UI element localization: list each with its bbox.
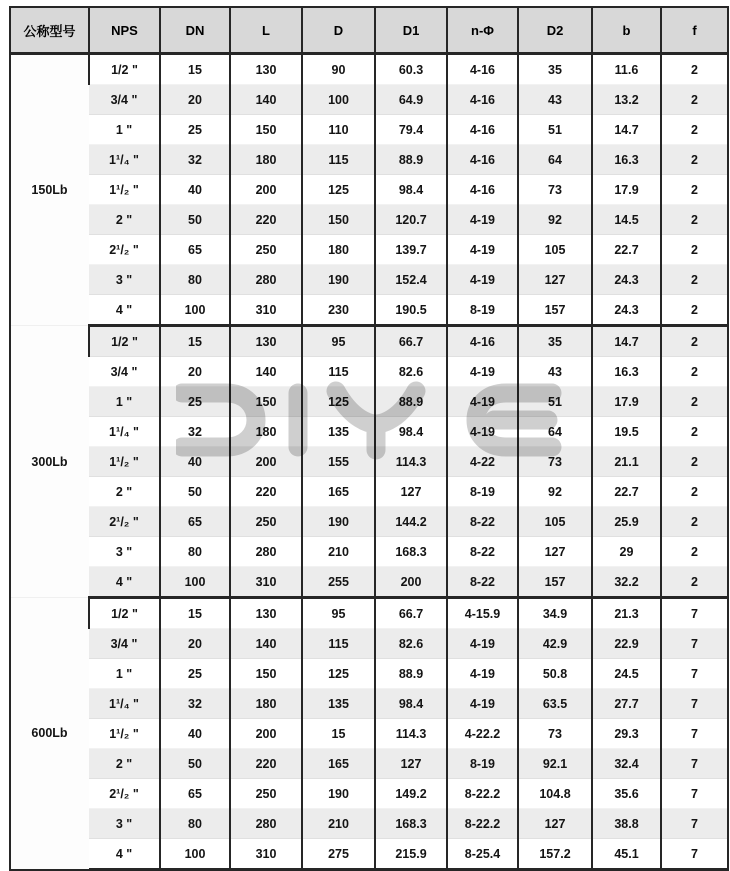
cell: 139.7	[375, 235, 447, 265]
cell: 250	[230, 779, 302, 809]
cell: 1/2 "	[89, 598, 160, 629]
cell: 4-19	[447, 417, 518, 447]
cell: 190	[302, 265, 375, 295]
cell: 255	[302, 567, 375, 598]
table-row	[10, 54, 728, 85]
cell: 190	[302, 779, 375, 809]
cell: 22.9	[592, 629, 661, 659]
cell: 4 "	[89, 295, 160, 326]
cell: 150	[230, 115, 302, 145]
cell: 104.8	[518, 779, 592, 809]
cell: 2	[661, 477, 728, 507]
cell: 100	[160, 567, 230, 598]
cell: 4-19	[447, 659, 518, 689]
cell: 280	[230, 537, 302, 567]
cell: 20	[160, 85, 230, 115]
cell: 60.3	[375, 54, 447, 85]
cell: 3/4 "	[89, 357, 160, 387]
table-row	[10, 809, 728, 839]
cell: 66.7	[375, 598, 447, 629]
cell: 95	[302, 326, 375, 357]
cell: 7	[661, 659, 728, 689]
cell: 73	[518, 447, 592, 477]
flange-spec-table	[9, 6, 729, 871]
column-header-n-φ: n-Φ	[447, 7, 518, 54]
cell: 157	[518, 295, 592, 326]
cell: 180	[302, 235, 375, 265]
cell: 98.4	[375, 689, 447, 719]
cell: 2	[661, 387, 728, 417]
cell: 135	[302, 417, 375, 447]
cell: 38.8	[592, 809, 661, 839]
cell: 310	[230, 295, 302, 326]
cell: 1/2 "	[89, 54, 160, 85]
cell: 130	[230, 598, 302, 629]
cell: 2	[661, 567, 728, 598]
cell: 115	[302, 629, 375, 659]
cell: 200	[230, 719, 302, 749]
table-row	[10, 175, 728, 205]
cell: 4-19	[447, 235, 518, 265]
cell: 35.6	[592, 779, 661, 809]
cell: 8-19	[447, 295, 518, 326]
cell: 88.9	[375, 659, 447, 689]
cell: 3 "	[89, 537, 160, 567]
cell: 4-16	[447, 326, 518, 357]
cell: 100	[302, 85, 375, 115]
cell: 2	[661, 145, 728, 175]
cell: 15	[160, 598, 230, 629]
cell: 22.7	[592, 235, 661, 265]
cell: 180	[230, 689, 302, 719]
table-row	[10, 387, 728, 417]
cell: 1¹/₄ "	[89, 689, 160, 719]
cell: 310	[230, 567, 302, 598]
cell: 127	[518, 809, 592, 839]
cell: 25.9	[592, 507, 661, 537]
cell: 120.7	[375, 205, 447, 235]
cell: 11.6	[592, 54, 661, 85]
cell: 16.3	[592, 357, 661, 387]
cell: 21.3	[592, 598, 661, 629]
column-header-dn: DN	[160, 7, 230, 54]
table-body	[10, 54, 728, 870]
cell: 140	[230, 85, 302, 115]
cell: 32	[160, 689, 230, 719]
cell: 8-22	[447, 507, 518, 537]
column-header-f: f	[661, 7, 728, 54]
cell: 16.3	[592, 145, 661, 175]
cell: 157.2	[518, 839, 592, 870]
table-row	[10, 689, 728, 719]
cell: 8-19	[447, 477, 518, 507]
cell: 4-19	[447, 629, 518, 659]
cell: 168.3	[375, 537, 447, 567]
cell: 22.7	[592, 477, 661, 507]
table-row	[10, 659, 728, 689]
cell: 7	[661, 719, 728, 749]
cell: 4-19	[447, 387, 518, 417]
cell: 2¹/₂ "	[89, 507, 160, 537]
cell: 7	[661, 689, 728, 719]
column-header-b: b	[592, 7, 661, 54]
cell: 64.9	[375, 85, 447, 115]
cell: 43	[518, 85, 592, 115]
cell: 1¹/₂ "	[89, 175, 160, 205]
cell: 152.4	[375, 265, 447, 295]
cell: 73	[518, 719, 592, 749]
cell: 250	[230, 235, 302, 265]
cell: 14.5	[592, 205, 661, 235]
cell: 13.2	[592, 85, 661, 115]
cell: 65	[160, 779, 230, 809]
cell: 210	[302, 809, 375, 839]
cell: 35	[518, 54, 592, 85]
cell: 230	[302, 295, 375, 326]
cell: 51	[518, 387, 592, 417]
cell: 29	[592, 537, 661, 567]
cell: 1 "	[89, 659, 160, 689]
cell: 92	[518, 477, 592, 507]
table-row	[10, 537, 728, 567]
cell: 149.2	[375, 779, 447, 809]
cell: 125	[302, 659, 375, 689]
cell: 8-22	[447, 567, 518, 598]
cell: 4 "	[89, 567, 160, 598]
cell: 88.9	[375, 387, 447, 417]
cell: 280	[230, 809, 302, 839]
cell: 140	[230, 629, 302, 659]
cell: 2	[661, 357, 728, 387]
table-row	[10, 205, 728, 235]
cell: 115	[302, 145, 375, 175]
cell: 125	[302, 175, 375, 205]
cell: 114.3	[375, 719, 447, 749]
cell: 165	[302, 477, 375, 507]
cell: 1¹/₂ "	[89, 719, 160, 749]
cell: 3 "	[89, 265, 160, 295]
group-label: 300Lb	[10, 326, 89, 598]
cell: 140	[230, 357, 302, 387]
cell: 7	[661, 629, 728, 659]
cell: 64	[518, 145, 592, 175]
cell: 2	[661, 115, 728, 145]
cell: 2	[661, 54, 728, 85]
cell: 105	[518, 235, 592, 265]
cell: 24.3	[592, 265, 661, 295]
cell: 2	[661, 507, 728, 537]
cell: 79.4	[375, 115, 447, 145]
table-row	[10, 326, 728, 357]
cell: 1¹/₂ "	[89, 447, 160, 477]
cell: 7	[661, 839, 728, 870]
cell: 144.2	[375, 507, 447, 537]
table-row	[10, 85, 728, 115]
cell: 7	[661, 749, 728, 779]
cell: 4-19	[447, 265, 518, 295]
cell: 127	[375, 749, 447, 779]
cell: 25	[160, 659, 230, 689]
table-row	[10, 145, 728, 175]
cell: 200	[375, 567, 447, 598]
table-row	[10, 357, 728, 387]
cell: 2	[661, 537, 728, 567]
column-header-l: L	[230, 7, 302, 54]
cell: 215.9	[375, 839, 447, 870]
cell: 4-16	[447, 54, 518, 85]
cell: 25	[160, 115, 230, 145]
table-row	[10, 417, 728, 447]
cell: 110	[302, 115, 375, 145]
cell: 34.9	[518, 598, 592, 629]
cell: 7	[661, 779, 728, 809]
cell: 20	[160, 357, 230, 387]
cell: 80	[160, 537, 230, 567]
cell: 15	[160, 326, 230, 357]
cell: 3/4 "	[89, 629, 160, 659]
cell: 90	[302, 54, 375, 85]
cell: 210	[302, 537, 375, 567]
cell: 114.3	[375, 447, 447, 477]
cell: 130	[230, 326, 302, 357]
cell: 190.5	[375, 295, 447, 326]
cell: 165	[302, 749, 375, 779]
cell: 4-16	[447, 115, 518, 145]
cell: 2	[661, 265, 728, 295]
cell: 32.4	[592, 749, 661, 779]
cell: 92.1	[518, 749, 592, 779]
cell: 32	[160, 145, 230, 175]
cell: 92	[518, 205, 592, 235]
cell: 19.5	[592, 417, 661, 447]
table-row	[10, 629, 728, 659]
table-row	[10, 115, 728, 145]
cell: 280	[230, 265, 302, 295]
cell: 45.1	[592, 839, 661, 870]
table-row	[10, 719, 728, 749]
table-row	[10, 507, 728, 537]
table-row	[10, 839, 728, 870]
cell: 8-25.4	[447, 839, 518, 870]
cell: 250	[230, 507, 302, 537]
cell: 66.7	[375, 326, 447, 357]
cell: 310	[230, 839, 302, 870]
cell: 63.5	[518, 689, 592, 719]
cell: 40	[160, 719, 230, 749]
cell: 65	[160, 235, 230, 265]
table-row	[10, 477, 728, 507]
cell: 105	[518, 507, 592, 537]
cell: 20	[160, 629, 230, 659]
cell: 8-22.2	[447, 809, 518, 839]
cell: 100	[160, 295, 230, 326]
cell: 1¹/₄ "	[89, 145, 160, 175]
cell: 220	[230, 205, 302, 235]
cell: 2	[661, 175, 728, 205]
cell: 4-15.9	[447, 598, 518, 629]
cell: 7	[661, 809, 728, 839]
cell: 50	[160, 205, 230, 235]
cell: 4-19	[447, 205, 518, 235]
column-header-nps: NPS	[89, 7, 160, 54]
cell: 115	[302, 357, 375, 387]
cell: 15	[160, 54, 230, 85]
cell: 200	[230, 175, 302, 205]
cell: 100	[160, 839, 230, 870]
cell: 50.8	[518, 659, 592, 689]
cell: 24.5	[592, 659, 661, 689]
column-header-d1: D1	[375, 7, 447, 54]
header-row	[10, 7, 728, 54]
cell: 24.3	[592, 295, 661, 326]
cell: 200	[230, 447, 302, 477]
cell: 2¹/₂ "	[89, 235, 160, 265]
cell: 1 "	[89, 115, 160, 145]
cell: 8-22.2	[447, 779, 518, 809]
cell: 130	[230, 54, 302, 85]
cell: 220	[230, 477, 302, 507]
cell: 98.4	[375, 175, 447, 205]
cell: 14.7	[592, 115, 661, 145]
cell: 64	[518, 417, 592, 447]
cell: 1¹/₄ "	[89, 417, 160, 447]
cell: 32.2	[592, 567, 661, 598]
cell: 4-19	[447, 357, 518, 387]
cell: 4-22	[447, 447, 518, 477]
table-row	[10, 265, 728, 295]
cell: 29.3	[592, 719, 661, 749]
cell: 80	[160, 809, 230, 839]
cell: 40	[160, 175, 230, 205]
cell: 150	[230, 387, 302, 417]
cell: 1/2 "	[89, 326, 160, 357]
cell: 2 "	[89, 749, 160, 779]
cell: 2	[661, 447, 728, 477]
cell: 3 "	[89, 809, 160, 839]
cell: 50	[160, 477, 230, 507]
cell: 2	[661, 205, 728, 235]
cell: 80	[160, 265, 230, 295]
group-label: 600Lb	[10, 598, 89, 870]
cell: 4-16	[447, 145, 518, 175]
cell: 40	[160, 447, 230, 477]
cell: 27.7	[592, 689, 661, 719]
cell: 50	[160, 749, 230, 779]
table-row	[10, 598, 728, 629]
cell: 150	[302, 205, 375, 235]
column-header-d2: D2	[518, 7, 592, 54]
cell: 168.3	[375, 809, 447, 839]
cell: 2	[661, 295, 728, 326]
cell: 65	[160, 507, 230, 537]
cell: 2 "	[89, 477, 160, 507]
cell: 73	[518, 175, 592, 205]
cell: 150	[230, 659, 302, 689]
cell: 4-16	[447, 175, 518, 205]
cell: 98.4	[375, 417, 447, 447]
cell: 2	[661, 235, 728, 265]
table-row	[10, 295, 728, 326]
table-row	[10, 567, 728, 598]
cell: 88.9	[375, 145, 447, 175]
cell: 4-19	[447, 689, 518, 719]
cell: 14.7	[592, 326, 661, 357]
cell: 220	[230, 749, 302, 779]
cell: 4 "	[89, 839, 160, 870]
cell: 157	[518, 567, 592, 598]
cell: 82.6	[375, 357, 447, 387]
column-header-d: D	[302, 7, 375, 54]
group-label: 150Lb	[10, 54, 89, 326]
cell: 4-16	[447, 85, 518, 115]
cell: 32	[160, 417, 230, 447]
cell: 3/4 "	[89, 85, 160, 115]
cell: 25	[160, 387, 230, 417]
cell: 17.9	[592, 175, 661, 205]
cell: 125	[302, 387, 375, 417]
cell: 7	[661, 598, 728, 629]
cell: 95	[302, 598, 375, 629]
cell: 180	[230, 145, 302, 175]
cell: 43	[518, 357, 592, 387]
column-header-model: 公称型号	[10, 7, 89, 54]
cell: 127	[375, 477, 447, 507]
table-row	[10, 235, 728, 265]
cell: 51	[518, 115, 592, 145]
cell: 17.9	[592, 387, 661, 417]
cell: 8-22	[447, 537, 518, 567]
cell: 1 "	[89, 387, 160, 417]
cell: 2 "	[89, 205, 160, 235]
cell: 180	[230, 417, 302, 447]
table-row	[10, 447, 728, 477]
cell: 275	[302, 839, 375, 870]
table-row	[10, 779, 728, 809]
cell: 190	[302, 507, 375, 537]
cell: 21.1	[592, 447, 661, 477]
cell: 2	[661, 85, 728, 115]
cell: 155	[302, 447, 375, 477]
cell: 2	[661, 417, 728, 447]
cell: 82.6	[375, 629, 447, 659]
cell: 127	[518, 265, 592, 295]
cell: 135	[302, 689, 375, 719]
cell: 4-22.2	[447, 719, 518, 749]
cell: 2¹/₂ "	[89, 779, 160, 809]
table-row	[10, 749, 728, 779]
cell: 35	[518, 326, 592, 357]
cell: 2	[661, 326, 728, 357]
cell: 42.9	[518, 629, 592, 659]
cell: 8-19	[447, 749, 518, 779]
cell: 15	[302, 719, 375, 749]
cell: 127	[518, 537, 592, 567]
